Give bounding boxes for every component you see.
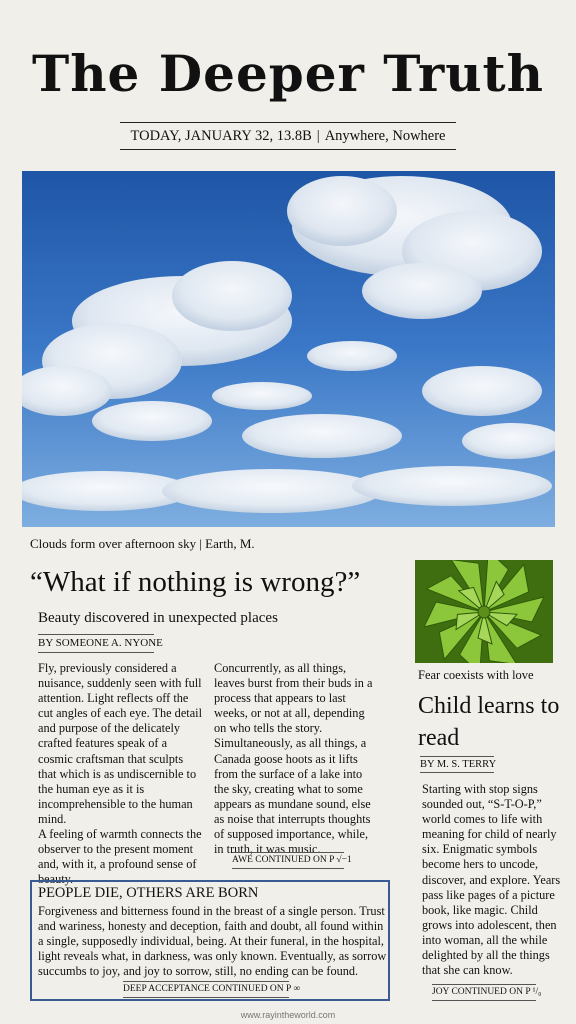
masthead-title: The Deeper Truth xyxy=(32,44,544,103)
dateline-separator: | xyxy=(316,128,320,144)
dateline xyxy=(120,122,456,150)
hero-caption: Clouds form over afternoon sky | Earth, M. xyxy=(30,536,255,551)
hero-sky-photo xyxy=(22,171,555,527)
box-continued-link[interactable]: DEEP ACCEPTANCE CONTINUED ON P ∞ xyxy=(123,981,289,998)
lead-subhead: Beauty discovered in unexpected places xyxy=(38,610,278,626)
lead-continued-link[interactable]: AWE CONTINUED ON P √−1 xyxy=(232,852,344,869)
footer-url[interactable]: www.rayintheworld.com xyxy=(240,1010,336,1020)
side-article-body: Starting with stop signs sounded out, “S-T-O-P,” world comes to life with meaning for child of nearly six. Enigmatic symbols become hers to uncode, discover, and explore. Years pass like pages of a picture book, like magic. Child grows into adolescent, then into woman, all the while delighted by all the things that she can know. xyxy=(422,782,561,978)
lead-byline: BY SOMEONE A. NYONE xyxy=(38,634,154,653)
box-title: PEOPLE DIE, OTHERS ARE BORN xyxy=(38,885,259,901)
lead-column-2: Concurrently, as all things, leaves burst from their buds in a process that appears to last weeks, or not at all, depending on who tells the story. Simultaneously, as all things, a Canada goose hoots as it lifts from the surface of a lake into the sky, creating what to some appears as mundane sound, else as noise that interrupts thoughts of supposed importance, while, in truth, it was music. xyxy=(214,661,373,857)
box-body: Forgiveness and bitterness found in the breast of a single person. Trust and wariness, honesty and deception, faith and doubt, all found within a single, supposedly individual, being. At their funeral, in the hospital, light reveals what, in darkness, was only known. Eventually, as sorrow succumbs to joy, and joy to sorrow, still, no ending can be found. xyxy=(38,904,387,979)
dateline-date: TODAY, JANUARY 32, 13.8B xyxy=(130,128,312,144)
dateline-place: Anywhere, Nowhere xyxy=(324,128,446,144)
spiral-plant-photo xyxy=(415,560,553,663)
side-byline: BY M. S. TERRY xyxy=(420,756,494,773)
side-continued-link[interactable]: JOY CONTINUED ON P ¹/₀ xyxy=(432,984,536,1001)
spiral-caption: Fear coexists with love xyxy=(418,668,534,682)
lead-headline: “What if nothing is wrong?” xyxy=(30,566,361,598)
side-headline: Child learns to read xyxy=(418,693,560,751)
lead-column-1: Fly, previously considered a nuisance, suddenly seen with full attention. Light reflects off the cut angles of each eye. The detail and purpose of the delicately crafted features speak of a cosmic craftsman that sculpts that which is as undiscernible to the human eye as it is incomprehensible to the human mind. A feeling of warmth connects the observer to the present moment and, with it, a profound sense of beauty. xyxy=(38,661,202,887)
